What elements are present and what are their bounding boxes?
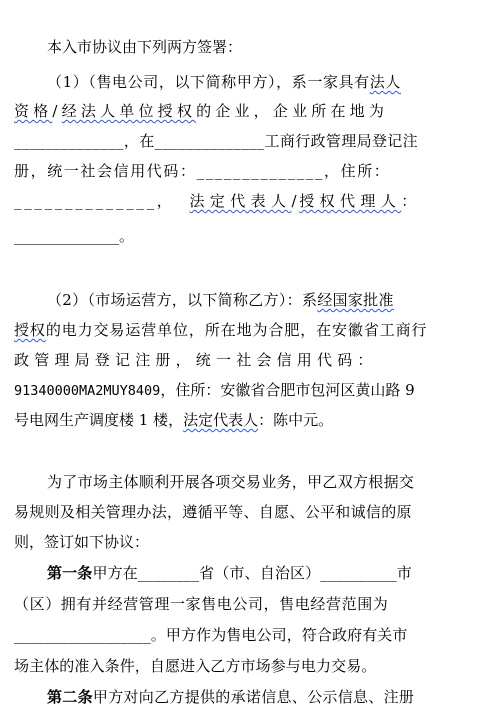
legal-rep-term-b: 法定代表人 xyxy=(183,411,259,429)
party-a-heading: （1）（售电公司，以下简称甲方），系一家具有 xyxy=(47,73,370,91)
purpose-line-1 xyxy=(47,472,487,492)
party-b-line-2 xyxy=(14,320,487,340)
final-blank: ______________。 xyxy=(14,227,135,245)
article-1-line-3 xyxy=(14,625,487,645)
article-2-line-1 xyxy=(47,687,487,707)
party-b-line-1 xyxy=(47,290,487,310)
registration-blank-text: ______________，在______________工商行政管理局登记注 xyxy=(14,132,419,150)
article-1-line-1 xyxy=(47,563,487,583)
party-a-line-2 xyxy=(14,101,487,121)
intro-line xyxy=(47,37,487,57)
party-b-heading: （2）（市场运营方，以下简称乙方）：系 xyxy=(47,291,318,309)
intro-text: 本入市协议由下列两方签署： xyxy=(47,38,243,56)
party-a-line-6 xyxy=(14,226,487,246)
purpose-text-1: 为了市场主体顺利开展各项交易业务，甲乙双方根据交 xyxy=(47,473,415,491)
article-2-text-1: 甲方对向乙方提供的承诺信息、公示信息、注册 xyxy=(92,688,415,706)
authorized-unit-term: 经法人单位授权 xyxy=(61,102,197,120)
floor-text: 楼， xyxy=(153,411,184,429)
state-approved-term: 经国家批准 xyxy=(317,291,394,309)
party-a-line-1 xyxy=(47,72,487,92)
article-1-text-2: （区）拥有并经营管理一家售电公司，售电经营范围为 xyxy=(14,595,389,613)
operator-desc: 的电力交易运营单位，所在地为合肥，在安徽省工商行 xyxy=(45,321,428,339)
legal-rep-name: ：陈中元。 xyxy=(258,411,334,429)
purpose-line-2 xyxy=(14,502,487,522)
legal-person-term: 法人 xyxy=(369,73,401,91)
purpose-text-3: 则，签订如下协议： xyxy=(14,533,150,551)
address-text: ，住所：安徽省合肥市包河区黄山路 xyxy=(160,381,401,399)
address-blank: ______________， xyxy=(14,192,175,210)
purpose-text-2: 易规则及相关管理办法，遵循平等、自愿、公平和诚信的原 xyxy=(14,503,412,521)
credit-code-value: 91340000MA2MUY8409 xyxy=(14,383,161,399)
article-1-text-1: 甲方在________省（市、自治区）__________市 xyxy=(92,564,412,582)
party-a-line-5 xyxy=(14,191,487,211)
party-b-line-5 xyxy=(14,410,487,430)
article-1-line-4 xyxy=(14,656,487,676)
party-a-line-4 xyxy=(14,161,487,181)
building-text: 号电网生产调度楼 xyxy=(14,411,135,429)
article-1-line-2 xyxy=(14,594,487,614)
article-1-text-3: __________________。甲方作为售电公司，符合政府有关市 xyxy=(14,626,408,644)
article-1-text-4: 场主体的准入条件，自愿进入乙方市场参与电力交易。 xyxy=(14,657,377,675)
authorized-term: 授权 xyxy=(14,321,46,339)
slash: / xyxy=(291,192,300,210)
legal-rep-term: 法定代表人 xyxy=(189,192,292,210)
registration-text: 政管理局登记注册，统一社会信用代码： xyxy=(14,351,378,369)
qualification-term: 资格 xyxy=(14,102,53,120)
purpose-line-3 xyxy=(14,532,487,552)
party-b-line-4 xyxy=(14,380,487,401)
party-b-line-3 xyxy=(14,350,487,370)
party-a-line-3 xyxy=(14,131,487,151)
enterprise-location-text: 的企业，企业所在地为 xyxy=(196,102,389,120)
address-number: 9 xyxy=(405,381,415,399)
floor-number: 1 xyxy=(138,411,149,429)
article-2-title: 第二条 xyxy=(47,688,93,706)
credit-code-blank-text: 册，统一社会信用代码：______________，住所： xyxy=(14,162,391,180)
colon: ： xyxy=(401,192,419,210)
article-1-title: 第一条 xyxy=(47,564,93,582)
authorized-agent-term: 授权代理人 xyxy=(299,192,402,210)
slash: / xyxy=(52,102,62,120)
